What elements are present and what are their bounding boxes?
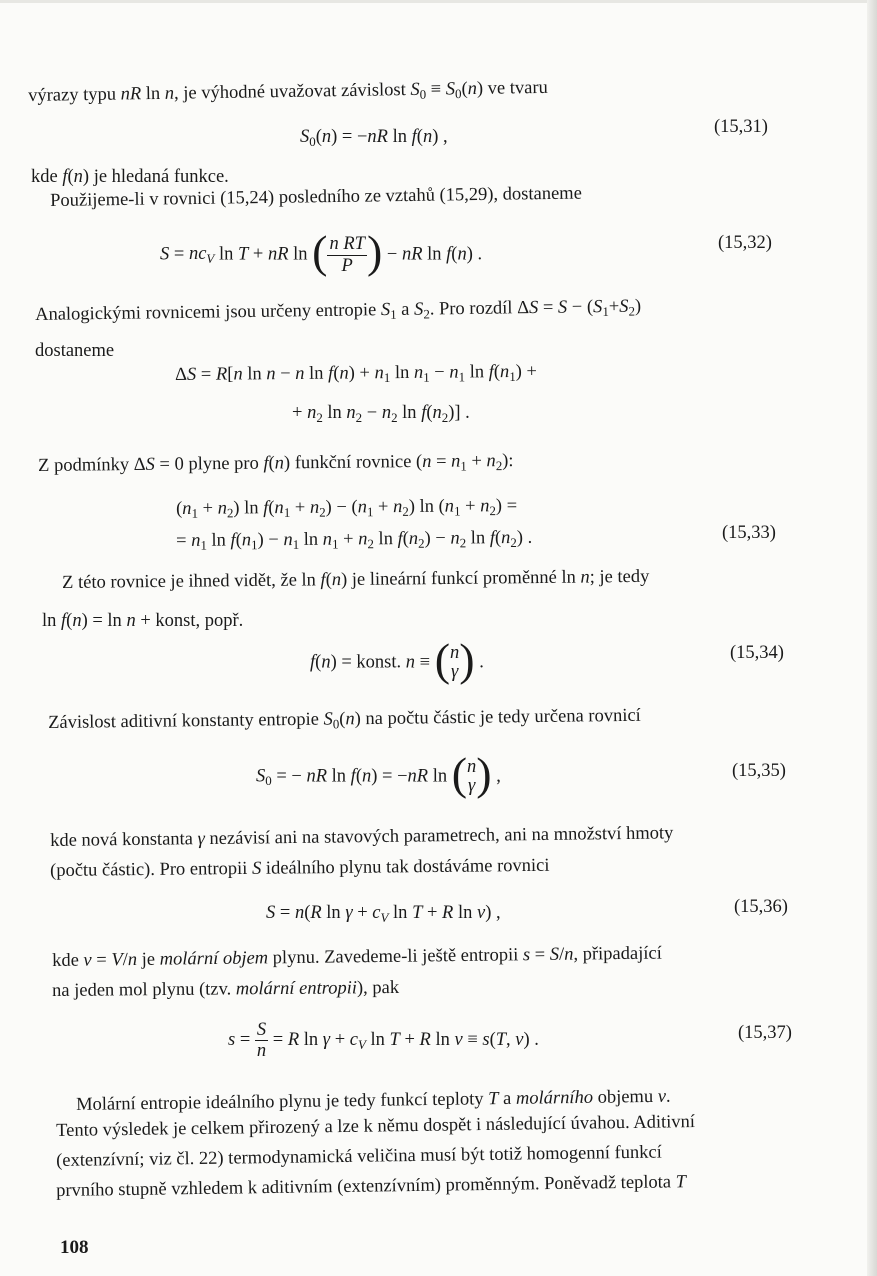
page-edge-shadow (867, 0, 877, 1276)
text-line: kde v = V/n je molární objem plynu. Zavedeme-li ještě entropii s = S/n, připadající (52, 943, 662, 971)
equation-number: (15,35) (732, 761, 786, 781)
text-line: kde f(n) je hledaná funkce. (31, 167, 229, 187)
equation-number: (15,36) (734, 897, 788, 917)
equation-15-37: s = $\frac{S}{n}$ = R $\ln \gamma + c_V$ ln T + R ln v ≡ s(T, v) . (228, 1020, 539, 1062)
equation-15-36: S = n(R $\ln \gamma + c_V$ ln T + R ln v) , (266, 903, 501, 925)
text-line: výrazy typu nR ln n, je výhodné uvažovat závislost $S_0 \equiv S_0(n)$ ve tvaru (28, 77, 548, 106)
equation-15-34: f(n) = konst. n ≡ ( n γ ) . (310, 634, 484, 685)
equation-number: (15,32) (718, 233, 772, 253)
text-line: (počtu částic). Pro entropii S ideálního plynu tak dostáváme rovnici (50, 855, 550, 881)
equation-number: (15,37) (738, 1023, 792, 1043)
text-line: dostaneme (35, 341, 115, 361)
equation-15-32: $S = nc_V$ ln T + nR ln ( $\frac{\text{n RT}}{P}$ ) − nR ln f(n) . (160, 226, 483, 277)
equation-number: (15,34) (730, 643, 784, 663)
text-line: Z podmínky ΔS = 0 plyne pro f(n) funkční rovnice $(n = n_1 + n_2)$: (38, 451, 514, 476)
text-line: Molární entropie ideálního plynu je tedy funkcí teploty T a molárního objemu v. (76, 1086, 671, 1115)
text-line: Závislost aditivní konstanty entropie $S_0(n)$ na počtu částic je tedy určena rovnicí (48, 705, 641, 733)
page-number: 108 (60, 1237, 89, 1258)
equation-15-33-line2: = $n_1$ $\ln f(n_1) - n_1$ $\ln n_1 + n_2$ $\ln f(n_2) - n_2$ $\ln f(n_2)$ . (176, 527, 533, 553)
text-line: Použijeme-li v rovnici (15,24) posledního ze vztahů (15,29), dostaneme (50, 183, 582, 211)
equation-delta-s-line2: + $n_2$ $\ln n_2 - n_2$ $\ln f(n_2)$] . (292, 403, 470, 425)
text-line: Analogickými rovnicemi jsou určeny entropie $S_1$ a $S_2$. Pro rozdíl $\Delta S = S - (S_1+S_2)$ (35, 296, 642, 325)
text-line: Tento výsledek je celkem přirozený a lze k němu dospět i následující úvahou. Aditivní (56, 1112, 696, 1141)
text-line: prvního stupně vzhledem k aditivním (extenzívním) proměnným. Poněvadž teplota T (56, 1172, 687, 1201)
text-line: (extenzívní; viz čl. 22) termodynamická veličina musí být totiž homogenní funkcí (56, 1142, 662, 1171)
top-edge (0, 0, 877, 3)
text-line: kde nová konstanta γ nezávisí ani na stavových parametrech, ani na množství hmoty (50, 823, 674, 851)
equation-number: (15,31) (714, 117, 768, 137)
text-line: Z této rovnice je ihned vidět, že ln f(n) je lineární funkcí proměnné ln n; je tedy (62, 566, 650, 593)
equation-15-33-line1: $(n_1 + n_2)$ $\ln f(n_1 + n_2) - (n_1 + n_2)$ $\ln (n_1 + n_2)$ = (176, 496, 518, 521)
equation-15-31: $S_0(n) = -nR$ ln f(n) , (300, 127, 448, 149)
text-line: ln f(n) = ln n + konst, popř. (42, 611, 244, 631)
equation-delta-s-line1: ΔS = R[n ln n − n $\ln f(n) + n_1$ $\ln n_1 - n_1$ $\ln f(n_1)$ + (175, 361, 538, 386)
equation-number: (15,33) (722, 523, 776, 543)
text-line: na jeden mol plynu (tzv. molární entropii), pak (52, 977, 400, 1001)
equation-15-35: $S_0$ = − nR ln f(n) = −nR ln ( n γ ) , (256, 748, 501, 799)
